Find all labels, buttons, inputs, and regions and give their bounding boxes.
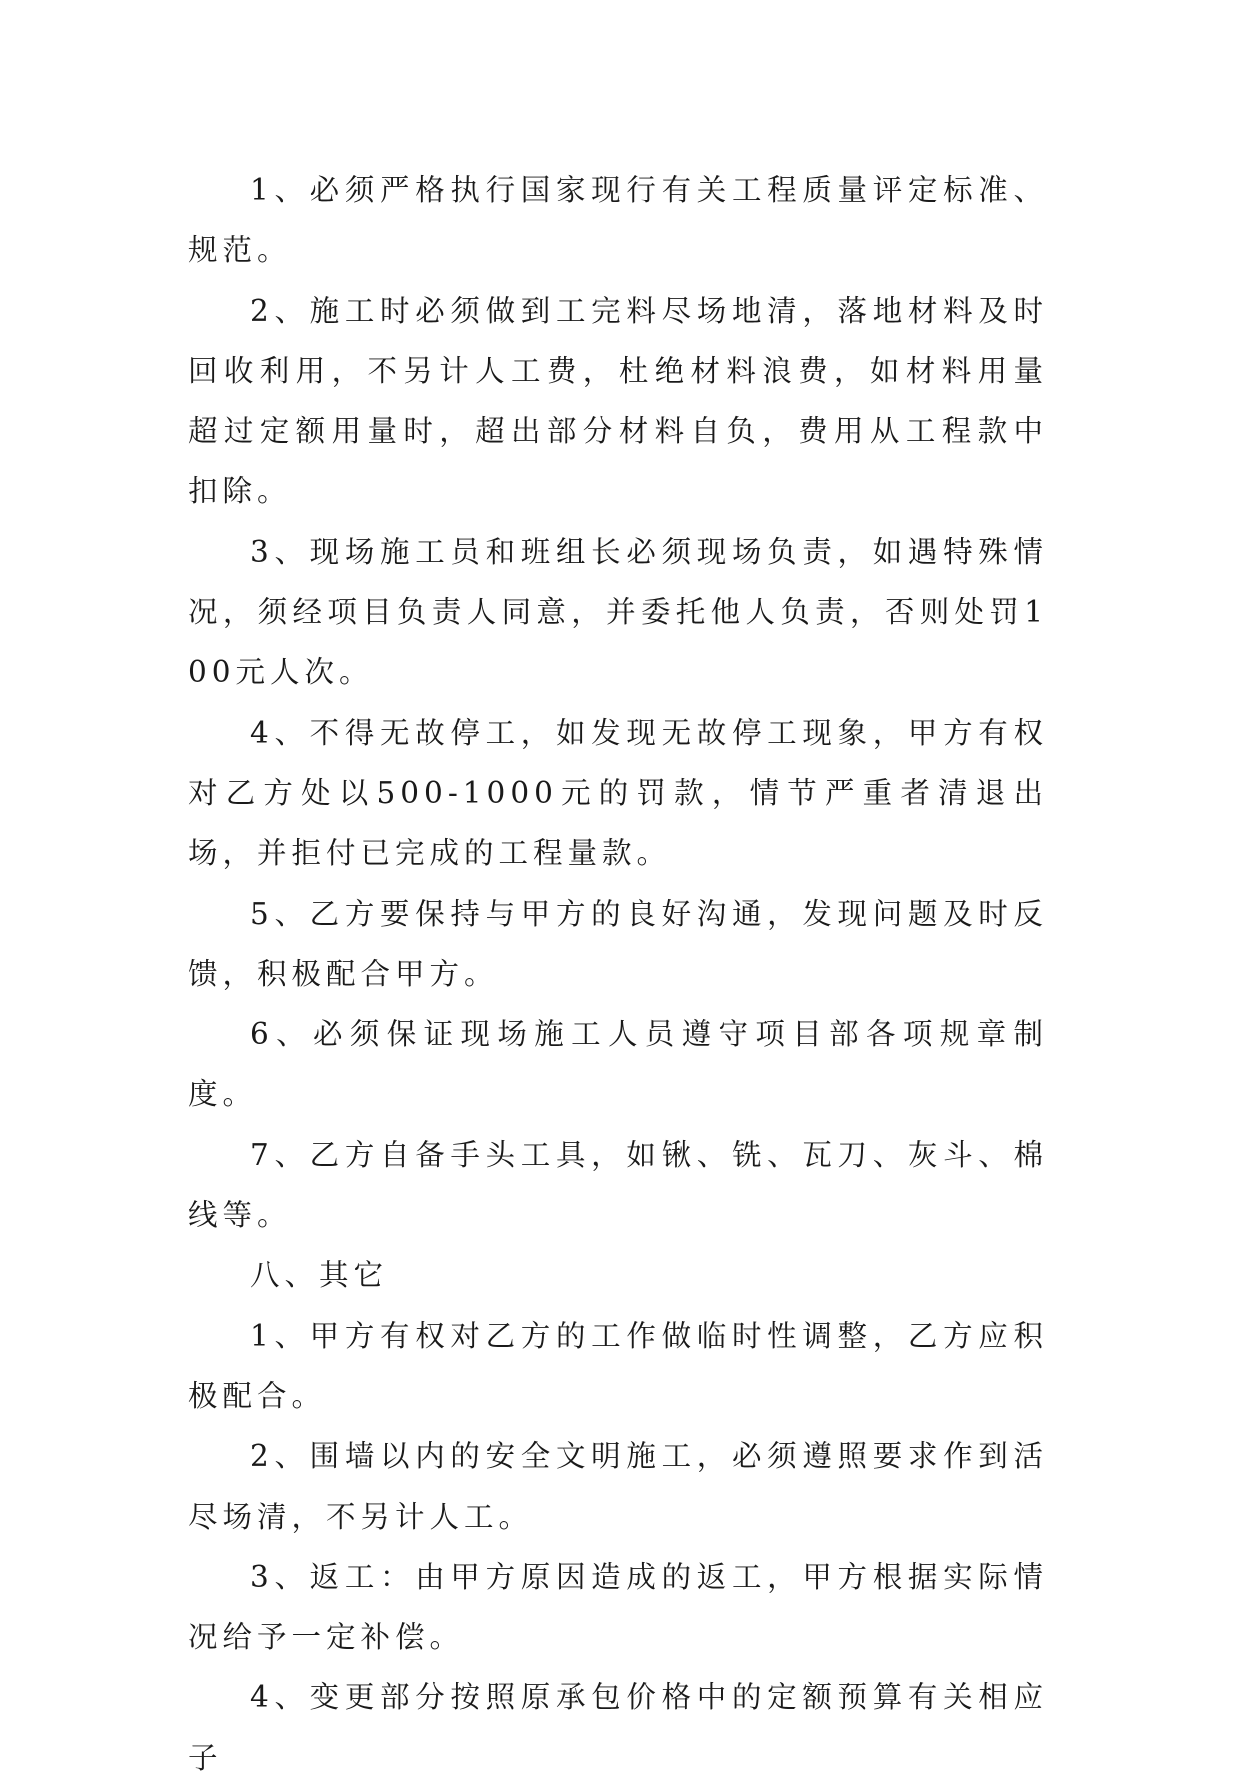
paragraph-hand-tools: 7、乙方自备手头工具，如锹、铣、瓦刀、灰斗、棉线等。	[188, 1137, 1048, 1233]
section-heading-other: 八、其它	[250, 1258, 389, 1293]
paragraph-site-cleanup: 2、施工时必须做到工完料尽场地清，落地材料及时回收利用，不另计人工费，杜绝材料浪费，如材料用量超过定额用量时，超出部分材料自负，费用从工程款中扣除。	[188, 293, 1048, 509]
paragraph-safe-construction: 2、围墙以内的安全文明施工，必须遵照要求作到活尽场清，不另计人工。	[188, 1439, 1048, 1534]
document-body	[188, 160, 1048, 1788]
paragraph-communication: 5、乙方要保持与甲方的良好沟通，发现问题及时反馈，积极配合甲方。	[188, 896, 1048, 991]
paragraph-rework: 3、返工：由甲方原因造成的返工，甲方根据实际情况给予一定补偿。	[188, 1559, 1048, 1655]
paragraph-rules-compliance: 6、必须保证现场施工人员遵守项目部各项规章制度。	[188, 1017, 1048, 1112]
paragraph-work-stoppage: 4、不得无故停工，如发现无故停工现象，甲方有权对乙方处以500-1000元的罚款，情节严重者清退出场，并拒付已完成的工程量款。	[188, 715, 1048, 871]
paragraph-site-responsibility: 3、现场施工员和班组长必须现场负责，如遇特殊情况，须经项目负责人同意，并委托他人负责，否则处罚100元人次。	[188, 534, 1048, 690]
paragraph-temporary-adjustment: 1、甲方有权对乙方的工作做临时性调整，乙方应积极配合。	[188, 1318, 1048, 1413]
paragraph-changes: 4、变更部分按照原承包价格中的定额预算有关相应子	[188, 1680, 1048, 1775]
paragraph-quality-standards: 1、必须严格执行国家现行有关工程质量评定标准、规范。	[188, 173, 1048, 268]
